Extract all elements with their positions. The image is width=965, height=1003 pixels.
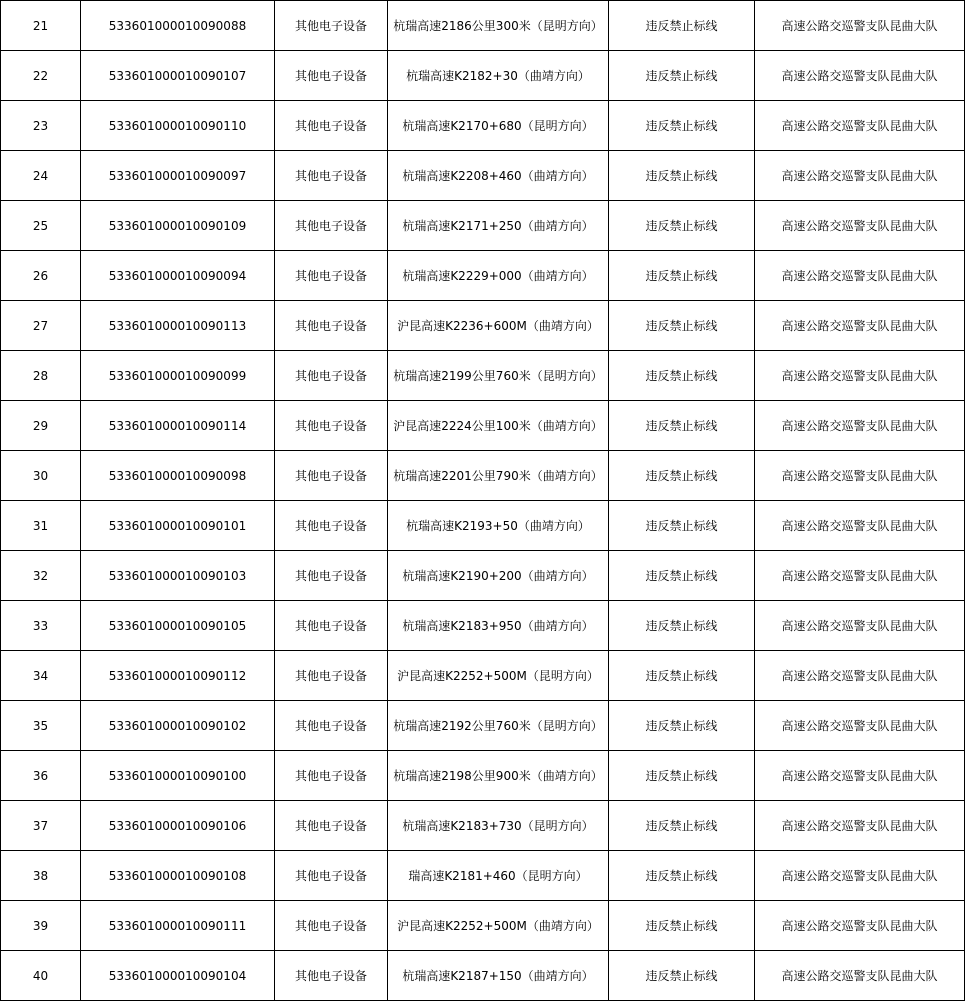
- agency-cell: 高速公路交巡警支队昆曲大队: [755, 151, 965, 201]
- device-type-cell: 其他电子设备: [275, 301, 388, 351]
- device-type-cell: 其他电子设备: [275, 201, 388, 251]
- violation-type-cell: 违反禁止标线: [609, 701, 755, 751]
- row-number-cell: 32: [1, 551, 81, 601]
- row-number-cell: 24: [1, 151, 81, 201]
- agency-cell: 高速公路交巡警支队昆曲大队: [755, 51, 965, 101]
- row-number-cell: 35: [1, 701, 81, 751]
- device-id-cell: 533601000010090114: [81, 401, 275, 451]
- row-number-cell: 25: [1, 201, 81, 251]
- device-type-cell: 其他电子设备: [275, 801, 388, 851]
- agency-cell: 高速公路交巡警支队昆曲大队: [755, 851, 965, 901]
- device-id-cell: 533601000010090104: [81, 951, 275, 1001]
- device-type-cell: 其他电子设备: [275, 601, 388, 651]
- device-type-cell: 其他电子设备: [275, 351, 388, 401]
- device-id-cell: 533601000010090098: [81, 451, 275, 501]
- device-id-cell: 533601000010090094: [81, 251, 275, 301]
- table-row: [1, 801, 965, 851]
- table-row: [1, 251, 965, 301]
- violation-type-cell: 违反禁止标线: [609, 301, 755, 351]
- row-number-cell: 28: [1, 351, 81, 401]
- agency-cell: 高速公路交巡警支队昆曲大队: [755, 901, 965, 951]
- violation-type-cell: 违反禁止标线: [609, 51, 755, 101]
- device-type-cell: 其他电子设备: [275, 501, 388, 551]
- device-id-cell: 533601000010090102: [81, 701, 275, 751]
- violation-type-cell: 违反禁止标线: [609, 251, 755, 301]
- device-id-cell: 533601000010090100: [81, 751, 275, 801]
- device-type-cell: 其他电子设备: [275, 851, 388, 901]
- agency-cell: 高速公路交巡警支队昆曲大队: [755, 301, 965, 351]
- device-type-cell: 其他电子设备: [275, 401, 388, 451]
- violation-type-cell: 违反禁止标线: [609, 351, 755, 401]
- violation-type-cell: 违反禁止标线: [609, 101, 755, 151]
- device-type-cell: 其他电子设备: [275, 151, 388, 201]
- violation-type-cell: 违反禁止标线: [609, 901, 755, 951]
- location-cell: 杭瑞高速2199公里760米（昆明方向）: [388, 351, 609, 401]
- table-row: [1, 651, 965, 701]
- device-id-cell: 533601000010090106: [81, 801, 275, 851]
- table-row: [1, 51, 965, 101]
- agency-cell: 高速公路交巡警支队昆曲大队: [755, 101, 965, 151]
- location-cell: 杭瑞高速K2170+680（昆明方向）: [388, 101, 609, 151]
- agency-cell: 高速公路交巡警支队昆曲大队: [755, 601, 965, 651]
- device-type-cell: 其他电子设备: [275, 251, 388, 301]
- device-type-cell: 其他电子设备: [275, 51, 388, 101]
- device-id-cell: 533601000010090103: [81, 551, 275, 601]
- violation-type-cell: 违反禁止标线: [609, 651, 755, 701]
- device-type-cell: 其他电子设备: [275, 651, 388, 701]
- row-number-cell: 29: [1, 401, 81, 451]
- agency-cell: 高速公路交巡警支队昆曲大队: [755, 751, 965, 801]
- table-row: [1, 701, 965, 751]
- device-type-cell: 其他电子设备: [275, 1, 388, 51]
- location-cell: 沪昆高速2224公里100米（曲靖方向）: [388, 401, 609, 451]
- device-id-cell: 533601000010090097: [81, 151, 275, 201]
- device-id-cell: 533601000010090107: [81, 51, 275, 101]
- location-cell: 沪昆高速K2252+500M（曲靖方向）: [388, 901, 609, 951]
- violation-type-cell: 违反禁止标线: [609, 851, 755, 901]
- device-type-cell: 其他电子设备: [275, 901, 388, 951]
- table-row: [1, 301, 965, 351]
- agency-cell: 高速公路交巡警支队昆曲大队: [755, 801, 965, 851]
- row-number-cell: 26: [1, 251, 81, 301]
- device-type-cell: 其他电子设备: [275, 751, 388, 801]
- location-cell: 杭瑞高速K2183+950（曲靖方向）: [388, 601, 609, 651]
- table-row: [1, 851, 965, 901]
- row-number-cell: 33: [1, 601, 81, 651]
- row-number-cell: 30: [1, 451, 81, 501]
- location-cell: 杭瑞高速2186公里300米（昆明方向）: [388, 1, 609, 51]
- agency-cell: 高速公路交巡警支队昆曲大队: [755, 1, 965, 51]
- location-cell: 杭瑞高速2201公里790米（曲靖方向）: [388, 451, 609, 501]
- records-table-body: [1, 1, 965, 1001]
- table-row: [1, 451, 965, 501]
- device-id-cell: 533601000010090101: [81, 501, 275, 551]
- location-cell: 杭瑞高速K2190+200（曲靖方向）: [388, 551, 609, 601]
- device-id-cell: 533601000010090099: [81, 351, 275, 401]
- agency-cell: 高速公路交巡警支队昆曲大队: [755, 351, 965, 401]
- table-row: [1, 1, 965, 51]
- device-type-cell: 其他电子设备: [275, 451, 388, 501]
- agency-cell: 高速公路交巡警支队昆曲大队: [755, 201, 965, 251]
- table-row: [1, 101, 965, 151]
- violation-type-cell: 违反禁止标线: [609, 451, 755, 501]
- table-row: [1, 351, 965, 401]
- device-id-cell: 533601000010090105: [81, 601, 275, 651]
- location-cell: 杭瑞高速K2193+50（曲靖方向）: [388, 501, 609, 551]
- location-cell: 杭瑞高速2198公里900米（曲靖方向）: [388, 751, 609, 801]
- location-cell: 杭瑞高速K2182+30（曲靖方向）: [388, 51, 609, 101]
- row-number-cell: 36: [1, 751, 81, 801]
- location-cell: 杭瑞高速2192公里760米（昆明方向）: [388, 701, 609, 751]
- violation-type-cell: 违反禁止标线: [609, 501, 755, 551]
- row-number-cell: 38: [1, 851, 81, 901]
- row-number-cell: 39: [1, 901, 81, 951]
- table-row: [1, 151, 965, 201]
- violation-type-cell: 违反禁止标线: [609, 551, 755, 601]
- location-cell: 杭瑞高速K2208+460（曲靖方向）: [388, 151, 609, 201]
- location-cell: 沪昆高速K2236+600M（曲靖方向）: [388, 301, 609, 351]
- agency-cell: 高速公路交巡警支队昆曲大队: [755, 551, 965, 601]
- violation-type-cell: 违反禁止标线: [609, 1, 755, 51]
- row-number-cell: 34: [1, 651, 81, 701]
- row-number-cell: 27: [1, 301, 81, 351]
- device-id-cell: 533601000010090088: [81, 1, 275, 51]
- row-number-cell: 21: [1, 1, 81, 51]
- violation-type-cell: 违反禁止标线: [609, 601, 755, 651]
- row-number-cell: 23: [1, 101, 81, 151]
- table-row: [1, 951, 965, 1001]
- device-id-cell: 533601000010090108: [81, 851, 275, 901]
- row-number-cell: 31: [1, 501, 81, 551]
- table-row: [1, 401, 965, 451]
- violation-type-cell: 违反禁止标线: [609, 801, 755, 851]
- table-row: [1, 751, 965, 801]
- device-type-cell: 其他电子设备: [275, 701, 388, 751]
- violation-type-cell: 违反禁止标线: [609, 201, 755, 251]
- violation-type-cell: 违反禁止标线: [609, 151, 755, 201]
- device-type-cell: 其他电子设备: [275, 101, 388, 151]
- location-cell: 沪昆高速K2252+500M（昆明方向）: [388, 651, 609, 701]
- table-row: [1, 501, 965, 551]
- device-id-cell: 533601000010090110: [81, 101, 275, 151]
- location-cell: 杭瑞高速K2183+730（昆明方向）: [388, 801, 609, 851]
- table-row: [1, 901, 965, 951]
- row-number-cell: 40: [1, 951, 81, 1001]
- location-cell: 杭瑞高速K2171+250（曲靖方向）: [388, 201, 609, 251]
- row-number-cell: 37: [1, 801, 81, 851]
- agency-cell: 高速公路交巡警支队昆曲大队: [755, 951, 965, 1001]
- agency-cell: 高速公路交巡警支队昆曲大队: [755, 451, 965, 501]
- device-type-cell: 其他电子设备: [275, 551, 388, 601]
- location-cell: 瑞高速K2181+460（昆明方向）: [388, 851, 609, 901]
- row-number-cell: 22: [1, 51, 81, 101]
- location-cell: 杭瑞高速K2187+150（曲靖方向）: [388, 951, 609, 1001]
- device-id-cell: 533601000010090109: [81, 201, 275, 251]
- device-id-cell: 533601000010090112: [81, 651, 275, 701]
- violation-type-cell: 违反禁止标线: [609, 751, 755, 801]
- violation-type-cell: 违反禁止标线: [609, 401, 755, 451]
- table-row: [1, 551, 965, 601]
- device-id-cell: 533601000010090113: [81, 301, 275, 351]
- device-id-cell: 533601000010090111: [81, 901, 275, 951]
- agency-cell: 高速公路交巡警支队昆曲大队: [755, 401, 965, 451]
- agency-cell: 高速公路交巡警支队昆曲大队: [755, 251, 965, 301]
- device-type-cell: 其他电子设备: [275, 951, 388, 1001]
- violation-type-cell: 违反禁止标线: [609, 951, 755, 1001]
- agency-cell: 高速公路交巡警支队昆曲大队: [755, 701, 965, 751]
- agency-cell: 高速公路交巡警支队昆曲大队: [755, 501, 965, 551]
- location-cell: 杭瑞高速K2229+000（曲靖方向）: [388, 251, 609, 301]
- table-row: [1, 601, 965, 651]
- agency-cell: 高速公路交巡警支队昆曲大队: [755, 651, 965, 701]
- table-row: [1, 201, 965, 251]
